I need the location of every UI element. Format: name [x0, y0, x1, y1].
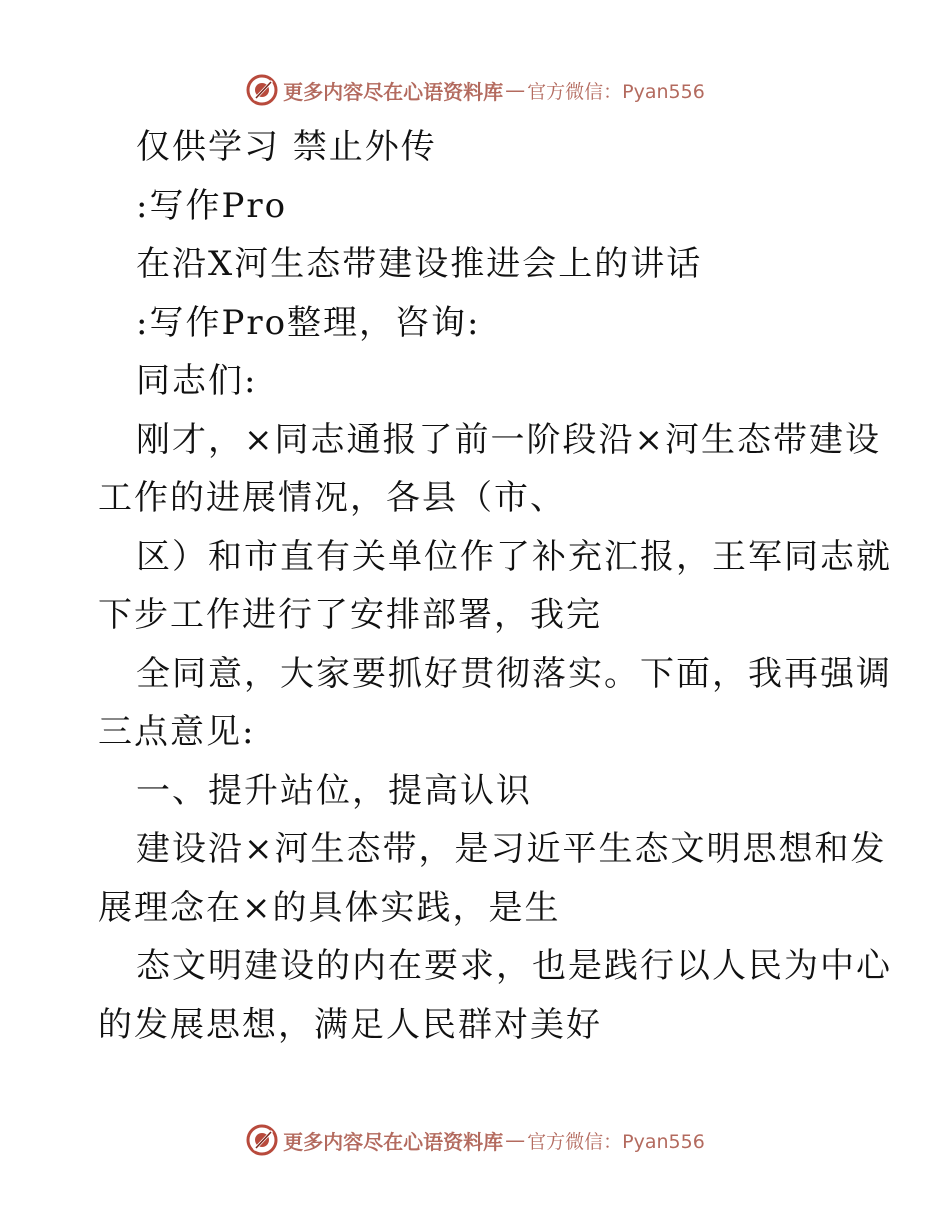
- text-line: :写作Pro整理，咨询:: [136, 302, 481, 343]
- watermark-banner-bottom: [0, 1120, 950, 1160]
- section-heading: 一、提升站位，提高认识: [136, 770, 532, 811]
- salutation: 同志们:: [136, 361, 258, 401]
- text-line: 下步工作进行了安排部署，我完: [98, 595, 602, 635]
- watermark-wechat-text: 官方微信：Pyan556: [527, 1130, 705, 1153]
- text-line: 全同意，大家要抓好贯彻落实。下面，我再强调: [136, 653, 892, 694]
- pen-logo-icon: [245, 1123, 279, 1157]
- watermark-separator: —: [505, 78, 526, 102]
- watermark-main-text: 更多内容尽在心语资料库: [283, 79, 504, 104]
- pen-logo-icon: [245, 73, 279, 107]
- text-line: 工作的进展情况，各县（市、: [98, 478, 566, 518]
- watermark-wechat-text: 官方微信：Pyan556: [527, 80, 705, 103]
- text-line: 态文明建设的内在要求，也是践行以人民为中心: [136, 946, 892, 986]
- text-line: 仅供学习 禁止外传: [136, 127, 437, 167]
- text-line: 三点意见:: [98, 712, 256, 752]
- document-title: 在沿X河生态带建设推进会上的讲话: [136, 244, 703, 284]
- watermark-main-text: 更多内容尽在心语资料库: [283, 1129, 504, 1154]
- document-body: [98, 118, 892, 1054]
- text-line: 区）和市直有关单位作了补充汇报，王军同志就: [136, 536, 892, 577]
- text-line: 刚才，×同志通报了前一阶段沿×河生态带建设: [136, 419, 881, 460]
- watermark-banner-top: [0, 70, 950, 110]
- watermark-separator: —: [505, 1128, 526, 1152]
- text-line: :写作Pro: [136, 185, 288, 226]
- text-line: 的发展思想，满足人民群对美好: [98, 1004, 602, 1045]
- text-line: 建设沿×河生态带，是习近平生态文明思想和发: [136, 829, 887, 869]
- text-line: 展理念在×的具体实践，是生: [98, 887, 561, 928]
